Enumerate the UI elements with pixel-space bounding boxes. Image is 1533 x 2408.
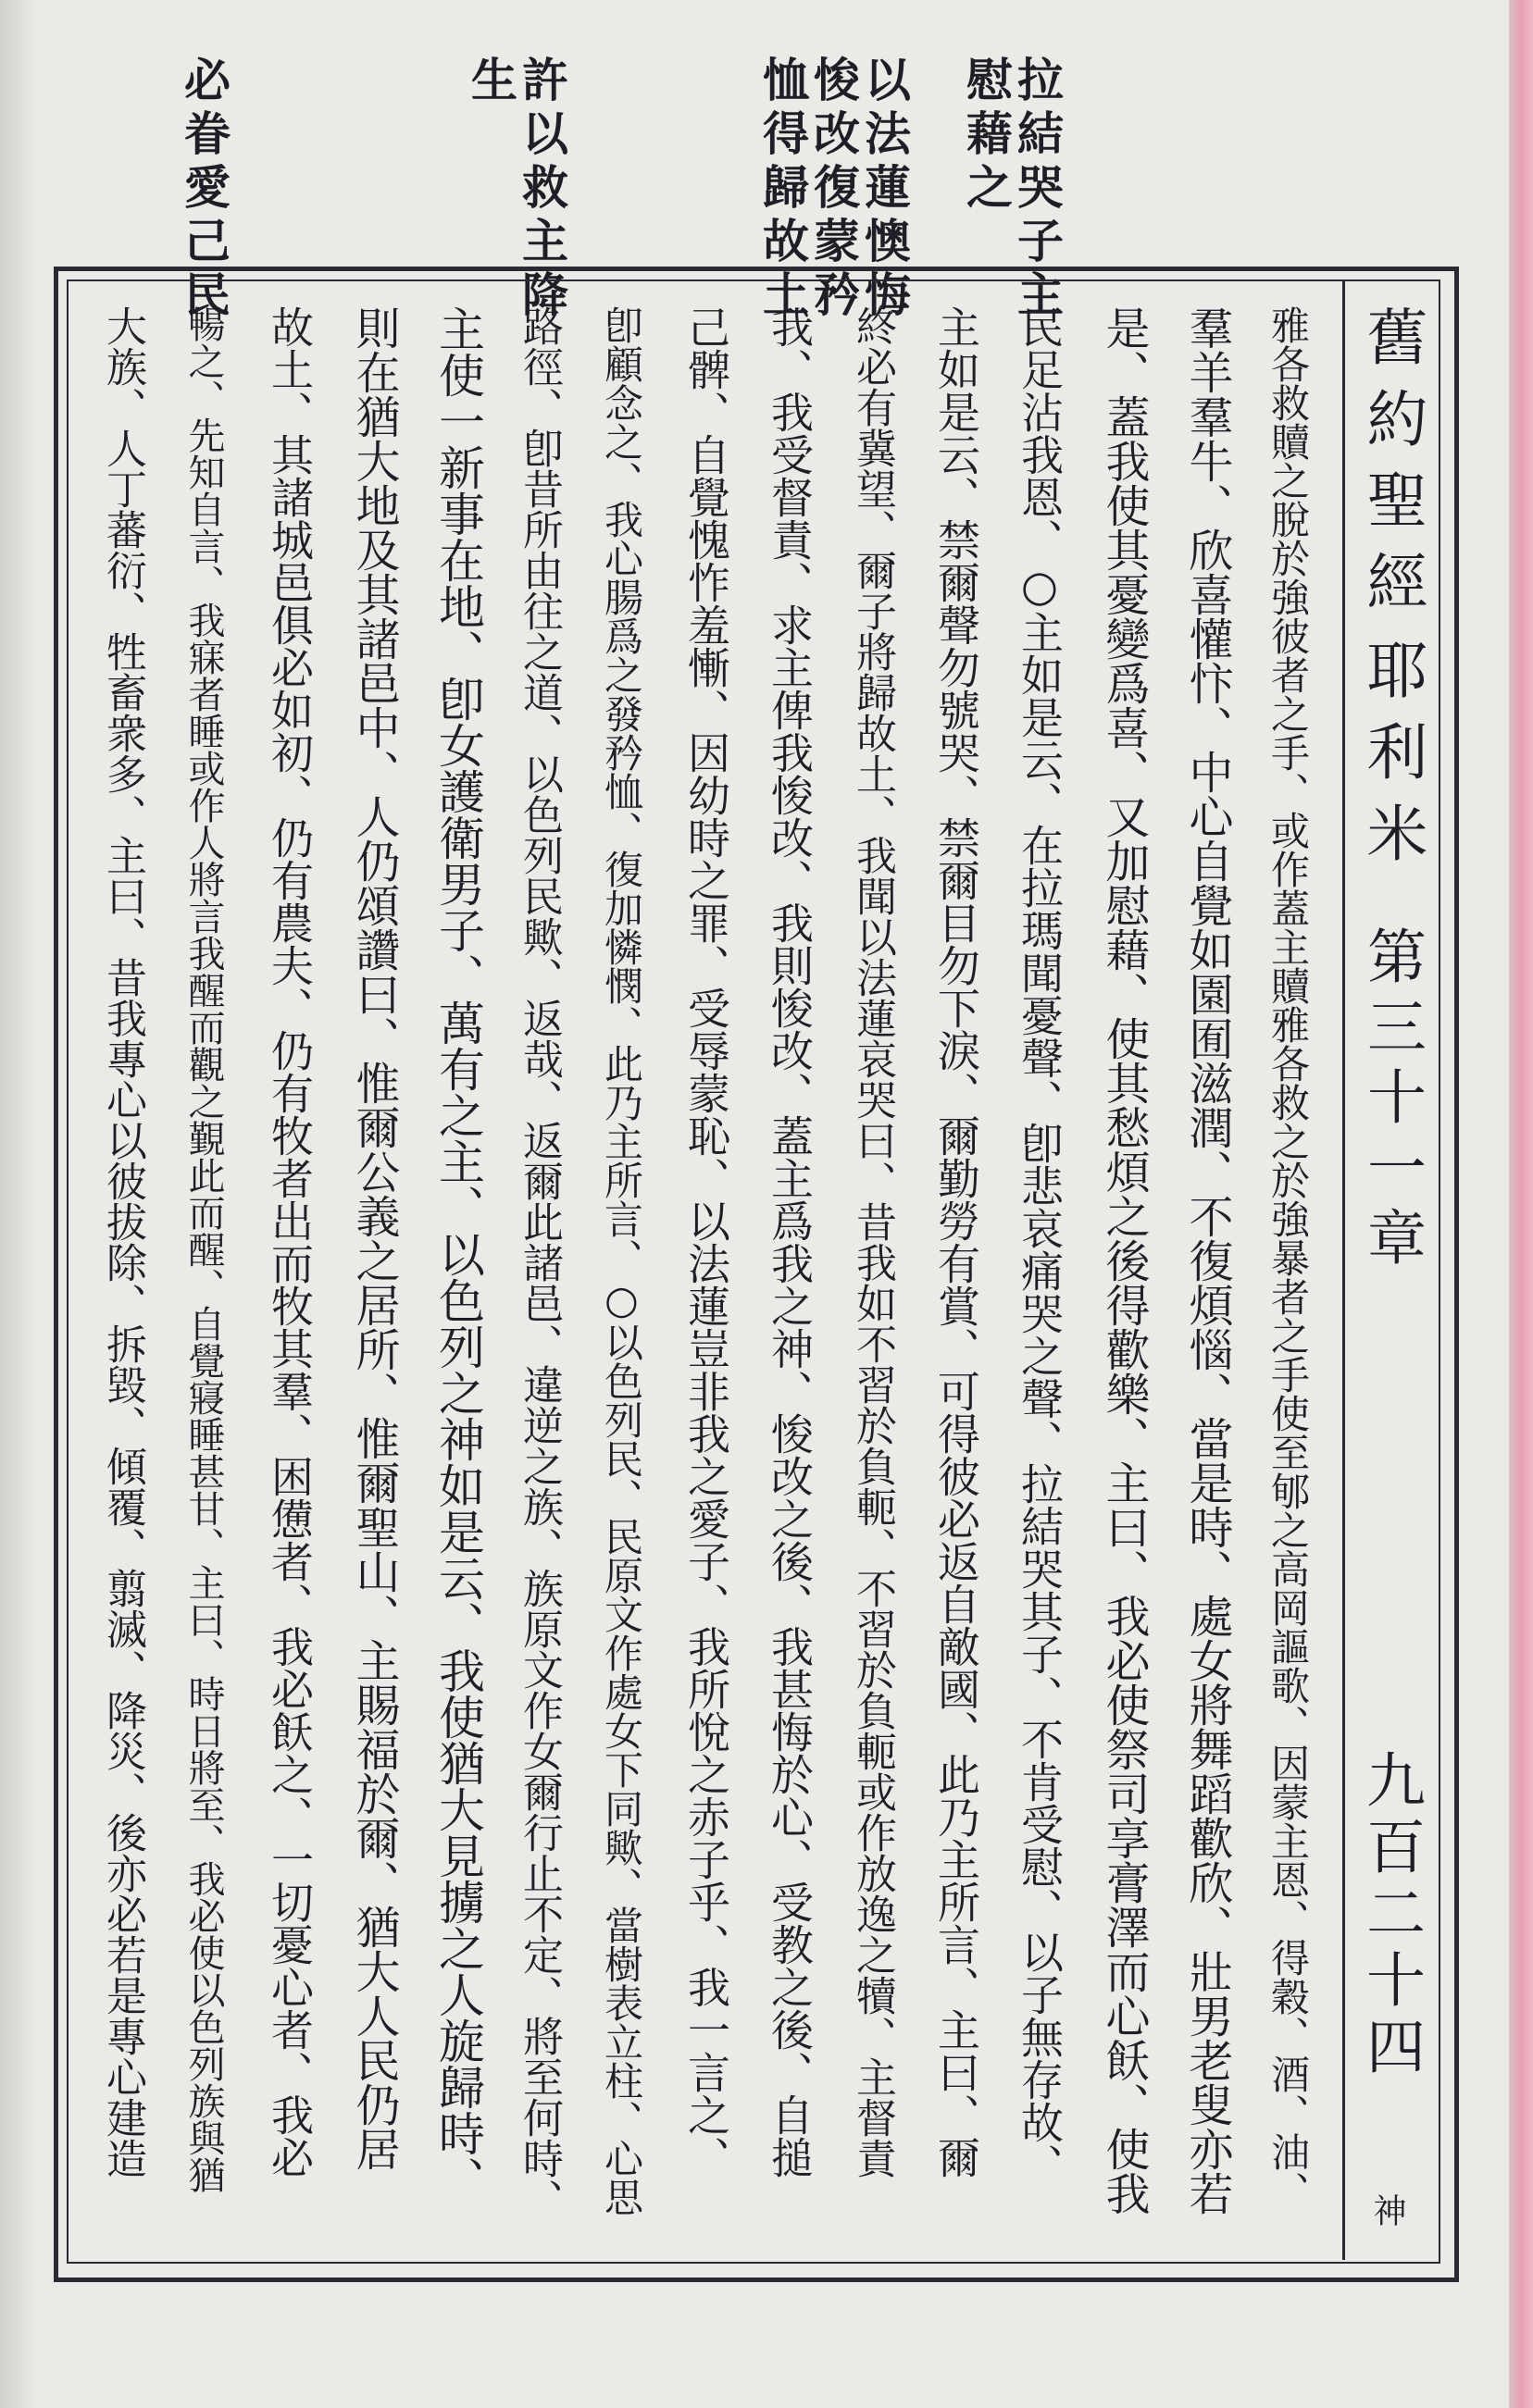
chapter-heading: 第三十一章 — [1357, 925, 1426, 1277]
book-title: 舊約聖經 — [1356, 305, 1427, 631]
text-column: 大族、人丁蕃衍、牲畜衆多、主曰、昔我專心以彼拔除、拆毀、傾覆、翦滅、降災、後亦必若是專心建造 — [99, 305, 146, 2178]
margin-note: 必眷愛己民 — [177, 56, 231, 324]
text-column: 卽顧念之、我心腸爲之發矜恤、復加憐憫、此乃主所言、○以色列民、民原文作處女下同歟、當樹表立柱、心思 — [599, 305, 644, 2216]
text-column: 終必有冀望、爾子將歸故土、我聞以法蓮哀哭曰、昔我如不習於負軛、不習於負軛或作放逸之犢、主督責 — [849, 305, 896, 2178]
header-divider — [1342, 279, 1345, 2260]
text-column: 羣羊羣牛、欣喜懽忭、中心自覺如園囿滋潤、不復煩惱、當是時、處女將舞蹈歡欣、壯男老叟亦若 — [1181, 305, 1233, 2216]
margin-note: 悛改復蒙矜 — [806, 56, 861, 324]
text-column: 民足沾我恩、○主如是云、在拉瑪聞憂聲、卽悲哀痛哭之聲、拉結哭其子、不肯受慰、以子無存故、 — [1015, 305, 1065, 2186]
text-column: 己髀、自覺愧怍羞慚、因幼時之罪、受辱蒙恥、以法蓮豈非我之愛子、我所悅之赤子乎、我一言之、 — [681, 305, 731, 2178]
page-number: 九百二十四 — [1356, 1749, 1425, 2082]
page-edge — [1509, 0, 1533, 2408]
margin-note: 恤得歸故土 — [755, 56, 810, 324]
margin-note: 拉結哭子主 — [1010, 56, 1065, 324]
text-column: 主使一新事在地、卽女護衛男子、萬有之主、以色列之神如是云、我使猶大見擄之人旋歸時、 — [431, 305, 485, 2203]
text-column: 則在猶大地及其諸邑中、人仍頌讚曰、惟爾公義之居所、惟爾聖山、主賜福於爾、猶大人民仍居 — [348, 305, 400, 2171]
text-column: 故土、其諸城邑俱必如初、仍有農夫、仍有牧者出而牧其羣、困憊者、我必飫之、一切憂心者、我必 — [265, 305, 315, 2178]
book-gutter — [0, 0, 37, 2408]
text-column: 是、蓋我使其憂變爲喜、又加慰藉、使其愁煩之後得歡樂、主曰、我必使祭司享膏澤而心飫、使我 — [1098, 305, 1150, 2216]
book-name: 耶利米 — [1356, 639, 1427, 883]
text-column: 路徑、卽昔所由往之道、以色列民歟、返哉、返爾此諸邑、違逆之族、族原文作女爾行止不定、將至何時、 — [516, 305, 563, 2219]
text-column: 暢之、先知自言、我寐者睡或作人將言我醒而觀之覲此而醒、自覺寢睡甚甘、主曰、時日將至、我必使以色列族與猶 — [182, 305, 225, 2193]
margin-note: 慰藉之 — [959, 56, 1014, 217]
margin-note: 生 — [464, 56, 518, 109]
text-column: 我、我受督責、求主俾我悛改、我則悛改、蓋主爲我之神、悛改之後、我甚悔於心、受教之後、自搥 — [765, 305, 815, 2178]
margin-note: 以法蓮懊悔 — [857, 56, 912, 324]
margin-note: 許以救主降 — [515, 56, 569, 324]
text-column: 主如是云、禁爾聲勿號哭、禁爾目勿下淚、爾勤勞有賞、可得彼必返自敵國、此乃主所言、主曰、爾 — [931, 305, 981, 2178]
text-column: 雅各救贖之脫於強彼者之手、或作蓋主贖雅各救之於強暴者之手使至郇之高岡謳歌、因蒙主恩、得穀、酒、油、 — [1265, 305, 1311, 2210]
signature-mark: 神 — [1368, 2193, 1406, 2236]
